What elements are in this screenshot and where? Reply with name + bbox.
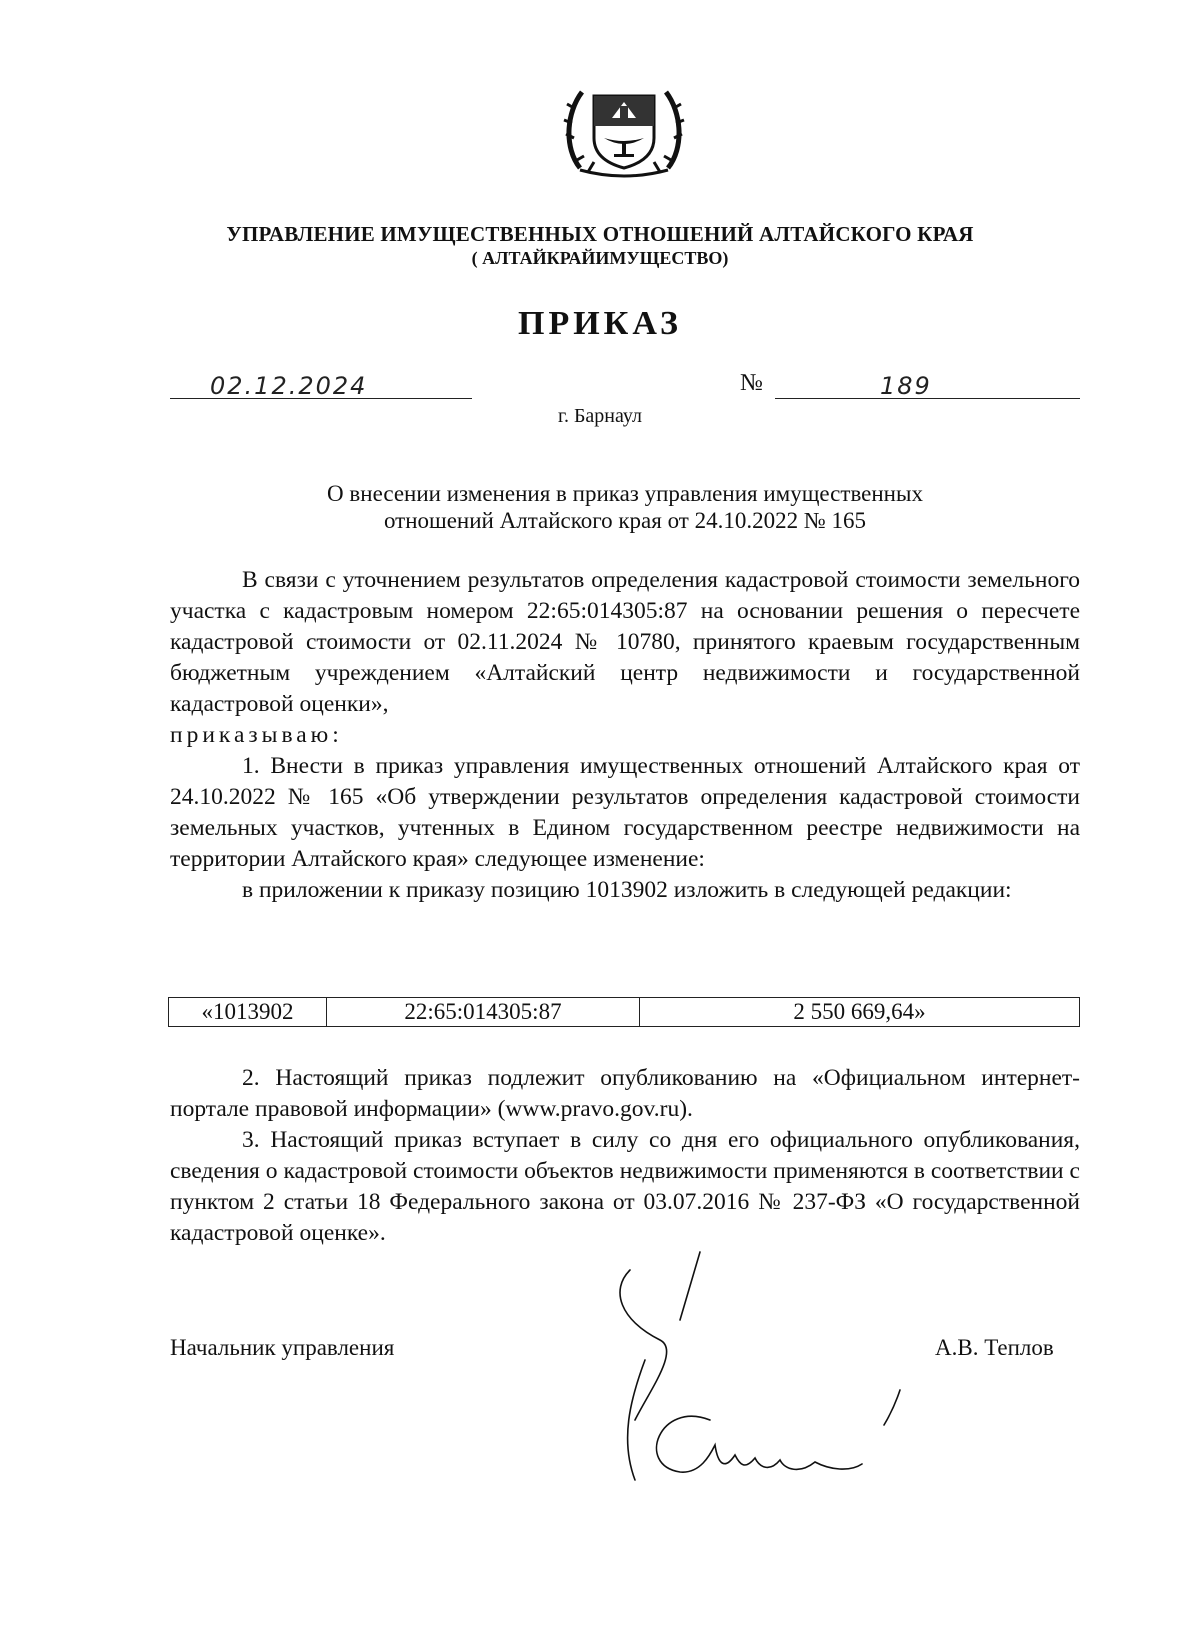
- date-underline: [170, 398, 472, 399]
- signatory-position: Начальник управления: [170, 1335, 395, 1360]
- city: г. Барнаул: [558, 405, 642, 427]
- signatory-name: А.В. Теплов: [935, 1335, 1054, 1360]
- order-number: 189: [880, 372, 932, 400]
- number-label: №: [740, 370, 763, 396]
- item-1-paragraph: 1. Внести в приказ управления имущественных отношений Алтайского края от 24.10.2022 № 165 «Об утверждении результатов определения кадастровой стоимости земельных участков, учтенных в Едином государственном реестре недвижимости на территории Алтайского края» следующее изменение:: [170, 753, 1080, 872]
- subject-line-2: отношений Алтайского края от 24.10.2022 № 165: [383, 508, 867, 533]
- order-word: приказываю:: [170, 722, 343, 748]
- order-body: [170, 565, 1080, 906]
- order-date: 02.12.2024: [210, 372, 368, 400]
- document-type-title: ПРИКАЗ: [518, 305, 682, 342]
- cadastral-number-cell: 22:65:014305:87: [327, 998, 640, 1027]
- organization-short-name: ( АЛТАЙКРАЙИМУЩЕСТВО): [471, 248, 729, 268]
- position-number-cell: «1013902: [169, 998, 327, 1027]
- order-subject: [170, 480, 1080, 534]
- item-2-paragraph: 2. Настоящий приказ подлежит опубликованию на «Официальном интернет-портале правовой информации» (www.pravo.gov.ru).: [170, 1065, 1080, 1122]
- cadastral-value-table: [168, 997, 1080, 1027]
- order-body-continued: [170, 1063, 1080, 1249]
- cadastral-value-cell: 2 550 669,64»: [640, 998, 1080, 1027]
- handwritten-signature-icon: [600, 1250, 930, 1500]
- number-underline: [775, 398, 1080, 399]
- item-1-detail-paragraph: в приложении к приказу позицию 1013902 изложить в следующей редакции:: [242, 877, 1012, 903]
- item-3-paragraph: 3. Настоящий приказ вступает в силу со дня его официального опубликования, сведения о кадастровой стоимости объектов недвижимости применяются в соответствии с пунктом 2 статьи 18 Федерального закона от 03.07.2016 № 237-ФЗ «О государственной кадастровой оценке».: [170, 1127, 1080, 1246]
- organization-name: УПРАВЛЕНИЕ ИМУЩЕСТВЕННЫХ ОТНОШЕНИЙ АЛТАЙСКОГО КРАЯ: [226, 222, 974, 246]
- coat-of-arms-icon: [560, 78, 688, 180]
- subject-line-1: О внесении изменения в приказ управления имущественных: [327, 481, 923, 506]
- preamble-paragraph: В связи с уточнением результатов определения кадастровой стоимости земельного участка с кадастровым номером 22:65:014305:87 на основании решения о пересчете кадастровой стоимости от 02.11.2024 № 10780, принятого краевым государственным бюджетным учреждением «Алтайский центр недвижимости и государственной кадастровой оценки»,: [170, 567, 1080, 717]
- table-row: [169, 998, 1080, 1027]
